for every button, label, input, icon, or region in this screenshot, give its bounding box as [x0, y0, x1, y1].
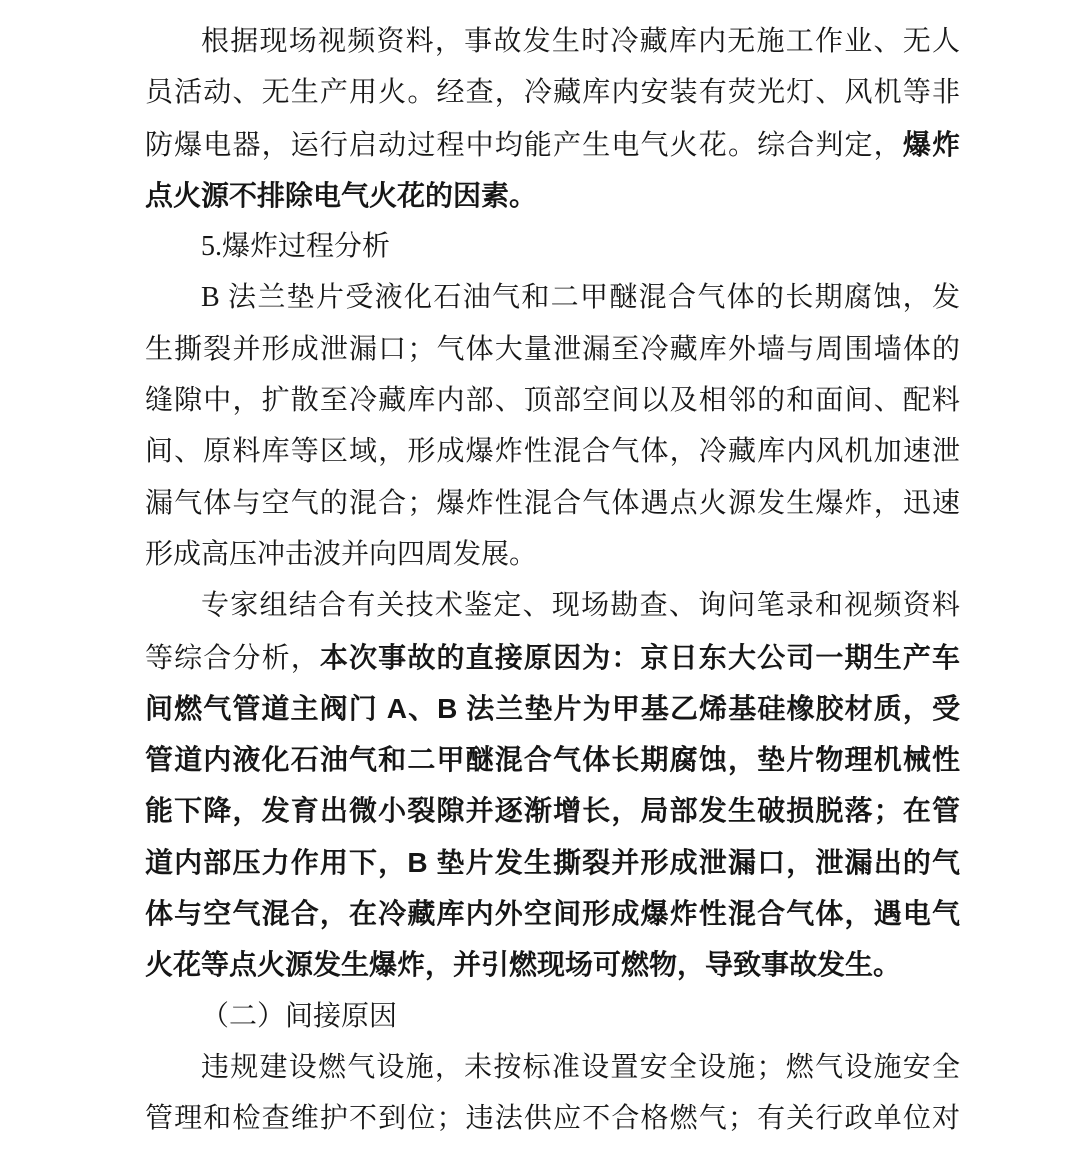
text-segment: 形成高压冲击波并向四周发展。: [145, 538, 538, 570]
text-segment: 根据现场视频资料，事故发生时冷藏库内无施工作业、无人: [201, 26, 960, 57]
text-line: [145, 221, 960, 272]
text-line: [145, 683, 960, 734]
text-line: [145, 991, 960, 1042]
text-segment: 缝隙中，扩散至冷藏库内部、顶部空间以及相邻的和面间、配料: [145, 385, 960, 417]
bold-text-segment: 点火源不排除电气火花的因素。: [145, 179, 538, 211]
text-line: [145, 580, 960, 631]
text-segment: 违规建设燃气设施，未按标准设置安全设施；燃气设施安全: [201, 1051, 960, 1083]
text-line: [145, 426, 960, 477]
text-line: [145, 529, 960, 580]
text-line: [145, 1042, 960, 1093]
text-line: [145, 324, 960, 375]
bold-text-segment: 火花等点火源发生爆炸，并引燃现场可燃物，导致事故发生。: [145, 949, 902, 981]
bold-text-segment: 本次事故的直接原因为：京日东大公司一期生产车: [319, 641, 960, 673]
text-line: [145, 888, 960, 939]
text-segment: （二）间接原因: [201, 1000, 398, 1032]
text-line: [145, 16, 960, 67]
text-line: [145, 632, 960, 683]
text-line: [145, 734, 960, 785]
text-segment: 管理和检查维护不到位；违法供应不合格燃气；有关行政单位对: [145, 1103, 960, 1135]
bold-text-segment: 间燃气管道主阀门 A、B 法兰垫片为甲基乙烯基硅橡胶材质，受: [145, 692, 960, 724]
text-segment: 漏气体与空气的混合；爆炸性混合气体遇点火源发生爆炸，迅速: [145, 487, 960, 519]
document-body: [145, 16, 960, 1145]
text-segment: 间、原料库等区域，形成爆炸性混合气体，冷藏库内风机加速泄: [145, 436, 960, 468]
text-line: [145, 478, 960, 529]
text-segment: B 法兰垫片受液化石油气和二甲醚混合气体的长期腐蚀，发: [201, 282, 960, 314]
text-line: [145, 939, 960, 990]
text-line: [145, 1093, 960, 1144]
text-line: [145, 272, 960, 323]
text-line: [145, 785, 960, 836]
bold-text-segment: 能下降，发育出微小裂隙并逐渐增长，局部发生破损脱落；在管: [145, 795, 960, 827]
text-segment: 等综合分析，: [145, 642, 320, 674]
bold-text-segment: 爆炸: [902, 128, 960, 160]
text-segment: 专家组结合有关技术鉴定、现场勘查、询问笔录和视频资料: [201, 590, 960, 622]
bold-text-segment: 道内部压力作用下，B 垫片发生撕裂并形成泄漏口，泄漏出的气: [145, 846, 960, 878]
text-line: [145, 837, 960, 888]
text-line: [145, 67, 960, 118]
text-segment: 防爆电器，运行启动过程中均能产生电气火花。综合判定，: [145, 129, 903, 161]
text-line: [145, 170, 960, 221]
text-segment: 5.爆炸过程分析: [201, 231, 391, 263]
bold-text-segment: 管道内液化石油气和二甲醚混合气体长期腐蚀，垫片物理机械性: [145, 744, 960, 776]
text-line: [145, 375, 960, 426]
text-segment: 生撕裂并形成泄漏口；气体大量泄漏至冷藏库外墙与周围墙体的: [145, 333, 960, 365]
text-segment: 员活动、无生产用火。经查，冷藏库内安装有荧光灯、风机等非: [145, 77, 960, 109]
bold-text-segment: 体与空气混合，在冷藏库内外空间形成爆炸性混合气体，遇电气: [145, 898, 960, 930]
text-line: [145, 119, 960, 170]
